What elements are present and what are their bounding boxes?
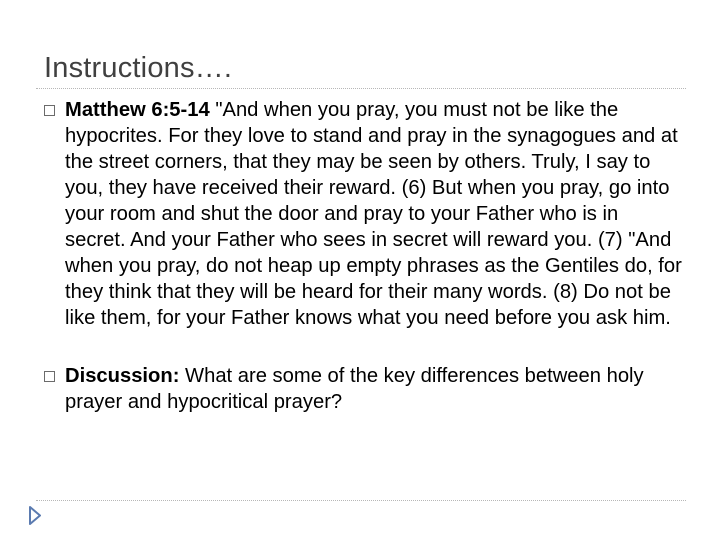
scripture-reference: Matthew 6:5-14: [65, 99, 210, 121]
bullet-square-icon: [44, 371, 55, 382]
arrow-right-icon[interactable]: [29, 506, 41, 525]
discussion-label: Discussion:: [65, 365, 180, 387]
slide-title: Instructions….: [44, 52, 233, 84]
scripture-text: "And when you pray, you must not be like the hypocrites. For they love to stand and pray in the synagogues and at the street corners, that they may be seen by others. Truly, I say to you, they have received their reward. (6) But when you pray, go into your room and shut the door and pray to your Father who is in secret. And your Father who sees in secret will reward you. (7) "And when you pray, do not heap up empty phrases as the Gentiles do, for they think that they will be heard for their many words. (8) Do not be like them, for your Father knows what you need before you ask him.: [65, 99, 682, 329]
discussion-question: What are some of the key differences between holy prayer and hypocritical prayer?: [65, 365, 644, 413]
title-divider: [36, 88, 686, 89]
bullet-scripture: [44, 97, 684, 331]
bullet-square-icon: [44, 105, 55, 116]
footer-divider: [36, 500, 686, 501]
slide-body: [44, 97, 684, 415]
bullet-discussion: [44, 363, 684, 415]
